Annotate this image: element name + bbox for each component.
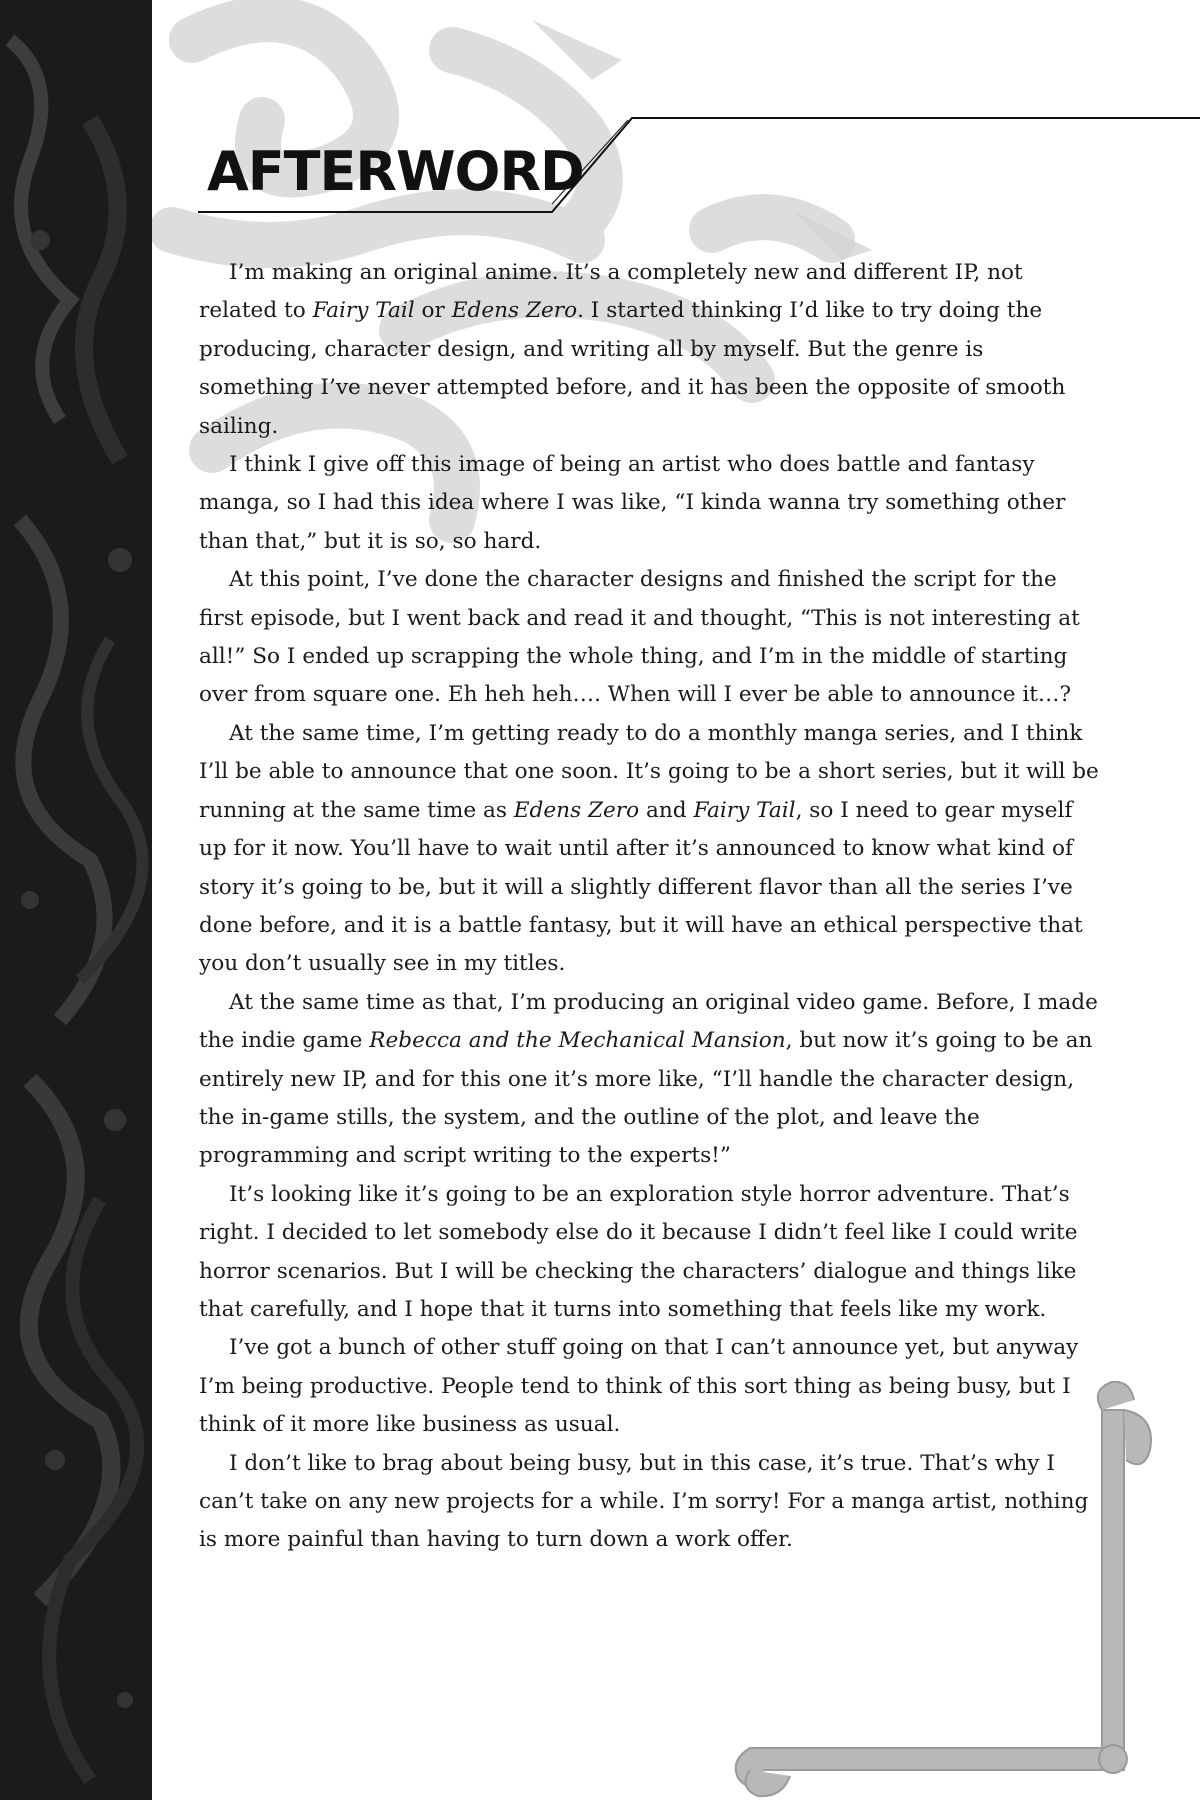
paragraph-text: . I started thinking I’d like to try doing the producing, character design, and writing all by myself. But the genre is something I’ve never attempted before, and it has been the opposite of smooth sailing. bbox=[199, 298, 1066, 439]
paragraph-text: I’m making an original anime. It’s a completely new and different IP, not related to bbox=[199, 260, 1023, 324]
paragraph-text: and bbox=[639, 797, 694, 823]
paragraph-text: , but now it’s going to be an entirely new IP, and for this one it’s more like, “I’ll handle the character design, the in-game stills, the system, and the outline of the plot, and leave the programming and script writing to the experts!” bbox=[199, 1028, 1093, 1169]
band-texture bbox=[0, 0, 152, 1800]
afterword-body bbox=[199, 254, 1099, 1560]
work-title: Edens Zero bbox=[513, 797, 640, 823]
paragraph-text: I’ve got a bunch of other stuff going on that I can’t announce yet, but anyway I’m being productive. People tend to think of this sort thing as being busy, but I think of it more like business as usual. bbox=[199, 1335, 1079, 1438]
paragraph-text: At the same time, I’m getting ready to do a monthly manga series, and I think I’ll be able to announce that one soon. It’s going to be a short series, but it will be running at the same time as bbox=[199, 720, 1099, 823]
paragraph-text: , so I need to gear myself up for it now. You’ll have to wait until after it’s announced to know what kind of story it’s going to be, but it will a slightly different flavor than all the series I’ve done before, and it is a battle fantasy, but it will have an ethical perspective that you don’t usually see in my titles. bbox=[199, 797, 1083, 977]
paragraph-text: I think I give off this image of being an artist who does battle and fantasy manga, so I had this idea where I was like, “I kinda wanna try something other than that,” but it is so, so hard. bbox=[199, 452, 1066, 554]
afterword-paragraph bbox=[199, 254, 1099, 446]
afterword-paragraph bbox=[199, 1176, 1099, 1330]
afterword-paragraph bbox=[199, 446, 1099, 561]
work-title: Fairy Tail bbox=[312, 298, 415, 324]
paragraph-text: or bbox=[414, 298, 452, 324]
work-title: Edens Zero bbox=[451, 298, 578, 324]
work-title: Rebecca and the Mechanical Mansion bbox=[369, 1028, 786, 1054]
paragraph-text: At this point, I’ve done the character designs and finished the script for the first episode, but I went back and read it and thought, “This is not interesting at all!” So I ended up scrapping the whole thing, and I’m in the middle of starting over from square one. Eh heh heh…. When will I ever be able to announce it…? bbox=[199, 567, 1080, 708]
afterword-paragraph bbox=[199, 715, 1099, 984]
afterword-paragraph bbox=[199, 561, 1099, 715]
afterword-paragraph bbox=[199, 984, 1099, 1176]
corner-frame-ornament bbox=[730, 1380, 1160, 1800]
left-decorative-band bbox=[0, 0, 152, 1800]
paragraph-text: I don’t like to brag about being busy, but in this case, it’s true. That’s why I can’t take on any new projects for a while. I’m sorry! For a manga artist, nothing is more painful than having to turn down a work offer. bbox=[199, 1450, 1089, 1553]
afterword-page bbox=[152, 0, 1200, 1800]
work-title: Fairy Tail bbox=[693, 797, 796, 823]
paragraph-text: At the same time as that, I’m producing an original video game. Before, I made the indie game bbox=[199, 989, 1098, 1054]
paragraph-text: It’s looking like it’s going to be an exploration style horror adventure. That’s right. I decided to let somebody else do it because I didn’t feel like I could write horror scenarios. But I will be checking the characters’ dialogue and things like that carefully, and I hope that it turns into something that feels like my work. bbox=[199, 1181, 1078, 1322]
page-title: AFTERWORD bbox=[207, 140, 584, 203]
